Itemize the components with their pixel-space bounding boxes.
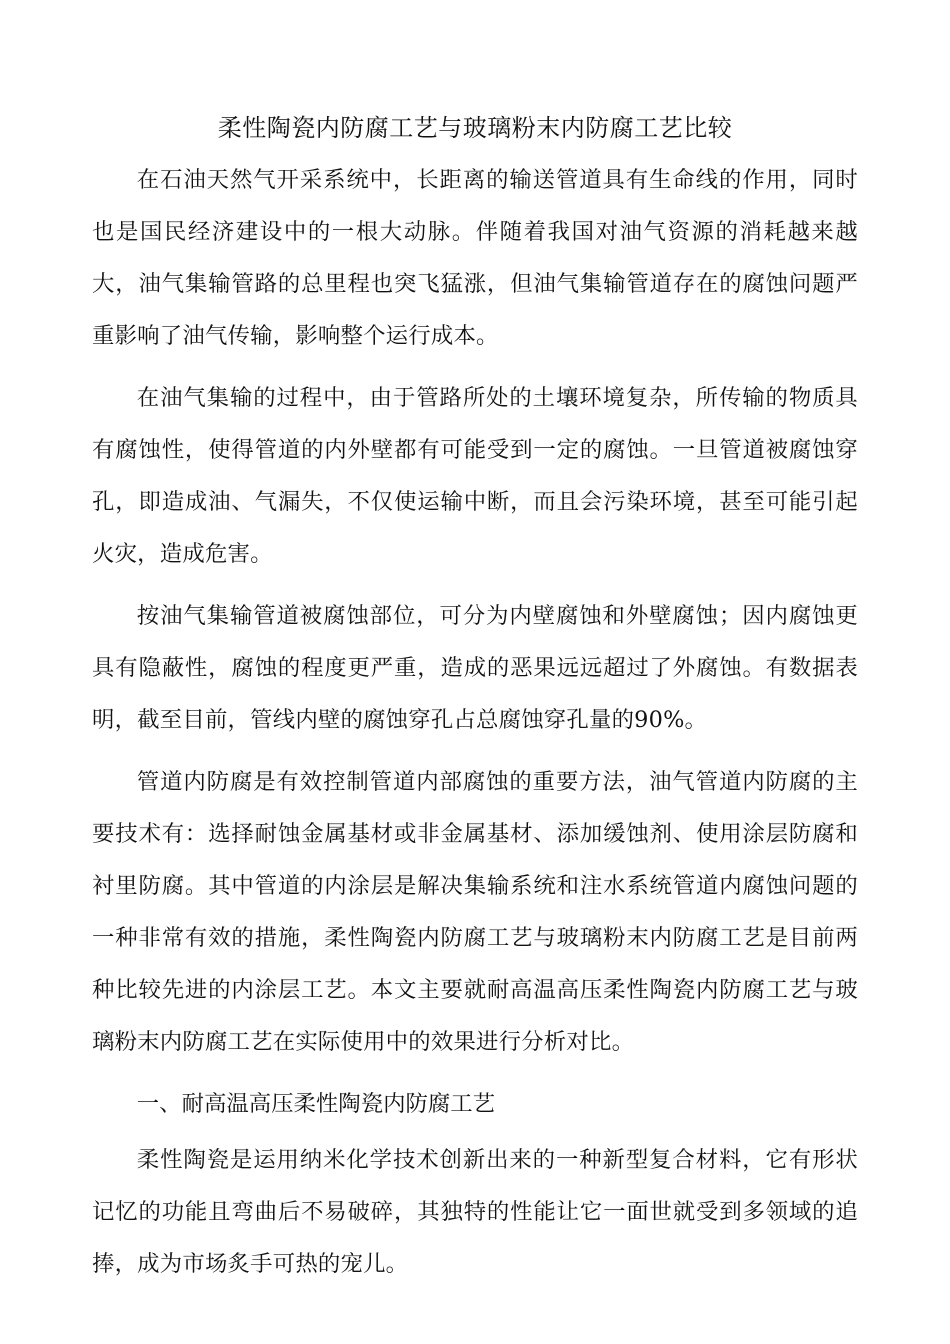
paragraph-corrosion-types: 按油气集输管道被腐蚀部位，可分为内壁腐蚀和外壁腐蚀；因内腐蚀更具有隐蔽性，腐蚀的程度更严重，造成的恶果远远超过了外腐蚀。有数据表明，截至目前，管线内壁的腐蚀穿孔占总腐蚀穿孔量的90%。 [92, 603, 858, 733]
paragraph-flexible-ceramic: 柔性陶瓷是运用纳米化学技术创新出来的一种新型复合材料，它有形状记忆的功能且弯曲后不易破碎，其独特的性能让它一面世就受到多领域的追捧，成为市场炙手可热的宠儿。 [92, 1147, 858, 1277]
paragraph-corrosion-causes: 在油气集输的过程中，由于管路所处的土壤环境复杂，所传输的物质具有腐蚀性，使得管道的内外壁都有可能受到一定的腐蚀。一旦管道被腐蚀穿孔，即造成油、气漏失，不仅使运输中断，而且会污染环境，甚至可能引起火灾，造成危害。 [92, 385, 858, 567]
document-content [92, 108, 858, 1300]
document-title: 柔性陶瓷内防腐工艺与玻璃粉末内防腐工艺比较 [217, 114, 733, 142]
section-heading-flexible-ceramic: 一、耐高温高压柔性陶瓷内防腐工艺 [136, 1091, 496, 1117]
paragraph-internal-protection: 管道内防腐是有效控制管道内部腐蚀的重要方法，油气管道内防腐的主要技术有：选择耐蚀金属基材或非金属基材、添加缓蚀剂、使用涂层防腐和衬里防腐。其中管道的内涂层是解决集输系统和注水系统管道内腐蚀问题的一种非常有效的措施，柔性陶瓷内防腐工艺与玻璃粉末内防腐工艺是目前两种比较先进的内涂层工艺。本文主要就耐高温高压柔性陶瓷内防腐工艺与玻璃粉末内防腐工艺在实际使用中的效果进行分析对比。 [92, 769, 858, 1055]
paragraph-intro: 在石油天然气开采系统中，长距离的输送管道具有生命线的作用，同时也是国民经济建设中的一根大动脉。伴随着我国对油气资源的消耗越来越大，油气集输管路的总里程也突飞猛涨，但油气集输管道存在的腐蚀问题严重影响了油气传输，影响整个运行成本。 [92, 167, 858, 349]
